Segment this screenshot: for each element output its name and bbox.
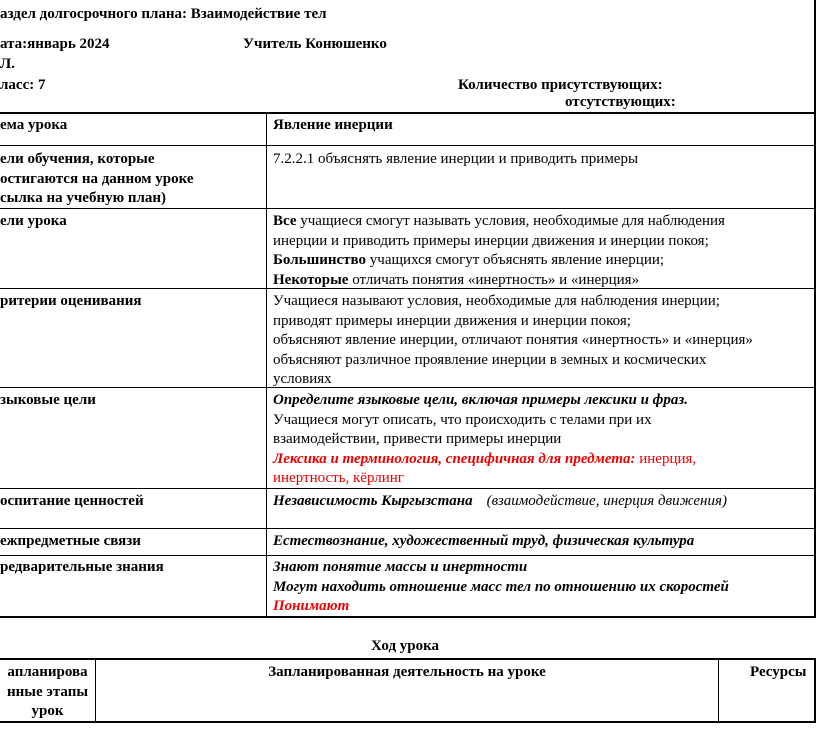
values-education: Независимость Кыргызстана (взаимодействие, инерция движения) xyxy=(273,493,727,509)
prior-knowledge: Знают понятие массы и инертности Могут находить отношение масс тел по отношению их скоростей Понимают xyxy=(273,559,729,614)
col-header-stages: апланирова нные этапы урок xyxy=(6,664,89,719)
goal-line: Все учащиеся смогут называть условия, необходимые для наблюдения xyxy=(273,213,725,229)
row-label-criteria: ритерии оценивания xyxy=(0,293,142,309)
row-label-values: оспитание ценностей xyxy=(0,493,144,509)
class-label: ласс: 7 xyxy=(0,77,46,93)
table-border xyxy=(0,658,816,660)
goal-line: Некоторые отличать понятия «инертность» и «инерция» xyxy=(273,271,640,288)
row-label-cross-curricular: ежпредметные связи xyxy=(0,533,141,549)
teacher-name: Учитель Конюшенко xyxy=(243,36,387,52)
lesson-date: ата:январь 2024 xyxy=(0,36,110,52)
goal-line: Большинство учащихся смогут объяснять явление инерции; xyxy=(273,252,665,268)
teacher-initial: Л. xyxy=(0,56,15,72)
table-border xyxy=(814,0,816,617)
row-label-prior-knowledge: редварительные знания xyxy=(0,559,164,575)
lesson-goals xyxy=(273,212,725,290)
col-header-resources: Ресурсы xyxy=(750,664,807,680)
row-label-language-goals: зыковые цели xyxy=(0,392,96,408)
table-divider xyxy=(0,555,816,556)
cross-curricular-links: Естествознание, художественный труд, физическая культура xyxy=(273,533,695,549)
row-label-topic: ема урока xyxy=(0,117,68,133)
table-column-divider xyxy=(718,658,719,722)
learning-objective-text: 7.2.2.1 объяснять явление инерции и приводить примеры xyxy=(273,151,639,167)
assessment-criteria: Учащиеся называют условия, необходимые для наблюдения инерции; приводят примеры инерции движения и инерции покоя; объясняют явление инерции, отличают понятия «инертность» и «инерция» объясняют различное проявление инерции в земных и космических условиях xyxy=(273,293,753,387)
table-border xyxy=(0,112,816,114)
table-divider xyxy=(0,145,816,146)
goal-line: инерции и приводить примеры инерции движения и инерции покоя; xyxy=(273,232,709,249)
lesson-progress-title: Ход урока xyxy=(371,638,440,654)
table-column-divider xyxy=(266,112,267,617)
col-header-activity: Запланированная деятельность на уроке xyxy=(268,664,546,680)
row-label-lesson-goals: ели урока xyxy=(0,213,67,229)
table-border xyxy=(0,721,816,723)
language-goals: Определите языковые цели, включая примеры лексики и фраз. Учащиеся могут описать, что происходить с телами при их взаимодействии, привести примеры инерции Лексика и терминология, специфичная для предмета: инерция, инертность, кёрлинг xyxy=(273,392,697,486)
section-title: аздел долгосрочного плана: Взаимодействие тел xyxy=(0,6,327,22)
absent-count-label: отсутствующих: xyxy=(565,94,676,110)
lesson-topic: Явление инерции xyxy=(273,117,393,133)
table-divider xyxy=(0,528,816,529)
row-label-learning-objectives: ели обучения, которые остигаются на данном уроке сылка на учебную план) xyxy=(0,151,194,206)
present-count-label: Количество присутствующих: xyxy=(458,77,663,93)
table-border xyxy=(814,658,816,722)
